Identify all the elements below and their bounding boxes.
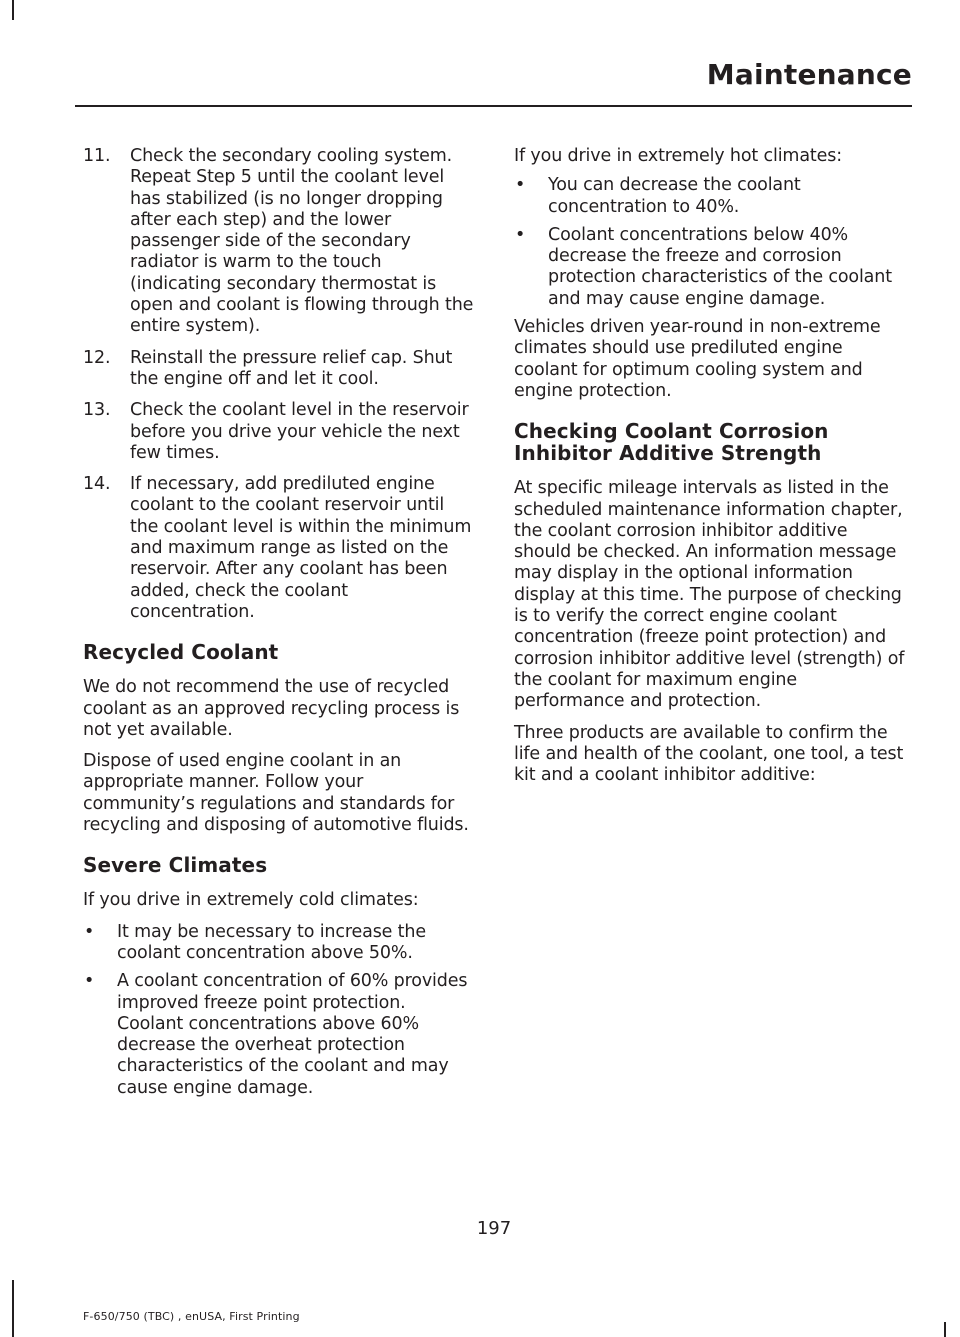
- bullet-glyph: •: [515, 175, 526, 196]
- crop-mark-top-left: [12, 0, 14, 20]
- bullet-text: A coolant concentration of 60% provides improved freeze point protection. Coolant concentrations above 60% decrease the overheat protection characteristics of the coolant and may cause engine damage.: [117, 971, 468, 1098]
- step-12: [83, 348, 475, 391]
- edition-footer: F-650/750 (TBC) , enUSA, First Printing: [83, 1310, 300, 1323]
- bullet-glyph: •: [515, 224, 526, 245]
- step-text: Reinstall the pressure relief cap. Shut the engine off and let it cool.: [130, 347, 453, 389]
- recycled-paragraph-1: We do not recommend the use of recycled coolant as an approved recycling process is not yet available.: [83, 677, 460, 740]
- step-text: Check the coolant level in the reservoir before you drive your vehicle the next few times.: [130, 400, 469, 463]
- recycled-paragraph-2: Dispose of used engine coolant in an appropriate manner. Follow your community’s regulations and standards for recycling and disposing of automotive fluids.: [83, 751, 469, 836]
- bullet-text: You can decrease the coolant concentration to 40%.: [548, 175, 801, 217]
- bullet-text: Coolant concentrations below 40% decrease the freeze and corrosion protection characteristics of the coolant and may cause engine damage.: [548, 224, 892, 309]
- left-column: [83, 146, 475, 1106]
- bullet-glyph: •: [84, 971, 95, 992]
- step-number: 11.: [83, 146, 111, 166]
- checking-paragraph-2: Three products are available to confirm the life and health of the coolant, one tool, a test kit and a coolant inhibitor additive:: [514, 722, 904, 786]
- severe-climates-heading: Severe Climates: [83, 853, 268, 878]
- hot-bullet-1: [514, 175, 908, 218]
- cold-bullet-2: [83, 971, 475, 1099]
- page-number: 197: [476, 1218, 512, 1239]
- bullet-text: It may be necessary to increase the coolant concentration above 50%.: [117, 921, 426, 963]
- year-round-paragraph: Vehicles driven year-round in non-extreme climates should use prediluted engine coolant for optimum cooling system and engine protection.: [514, 317, 881, 401]
- cold-bullet-1: [83, 922, 475, 965]
- checking-paragraph-1: At specific mileage intervals as listed in the scheduled maintenance information chapter, the coolant corrosion inhibitor additive should be checked. An information message may display in the optional information display at this time. The purpose of checking is to verify the correct engine coolant concentration (freeze point protection) and corrosion inhibitor additive level (strength) of the coolant for maximum engine performance and protection.: [514, 478, 905, 712]
- step-text: If necessary, add prediluted engine coolant to the coolant reservoir until the coolant level is within the minimum and maximum range as listed on the reservoir. After any coolant has been added, check the coolant concentration.: [130, 474, 472, 622]
- hot-bullet-2: [514, 225, 908, 310]
- header-rule: [75, 105, 912, 107]
- checking-coolant-heading: Checking Coolant Corrosion Inhibitor Additive Strength: [514, 419, 829, 466]
- section-title: Maintenance: [706, 58, 912, 91]
- crop-mark-bottom-left: [12, 1280, 14, 1337]
- step-number: 14.: [83, 474, 111, 495]
- step-number: 12.: [83, 347, 111, 368]
- recycled-coolant-heading: Recycled Coolant: [83, 640, 279, 665]
- cold-climates-intro: If you drive in extremely cold climates:: [83, 890, 419, 911]
- step-14: [83, 474, 475, 623]
- bullet-glyph: •: [84, 921, 95, 942]
- right-column: [514, 146, 908, 796]
- step-11: [83, 146, 475, 338]
- step-text: Check the secondary cooling system. Repeat Step 5 until the coolant level has stabilized (is no longer dropping after each step) and the lower passenger side of the secondary radiator is warm to the touch (indicating secondary thermostat is open and coolant is flowing through the entire system).: [130, 146, 474, 337]
- step-number: 13.: [83, 400, 111, 421]
- hot-climates-intro: If you drive in extremely hot climates:: [514, 146, 842, 166]
- crop-mark-bottom-right: [944, 1322, 946, 1337]
- step-13: [83, 400, 475, 464]
